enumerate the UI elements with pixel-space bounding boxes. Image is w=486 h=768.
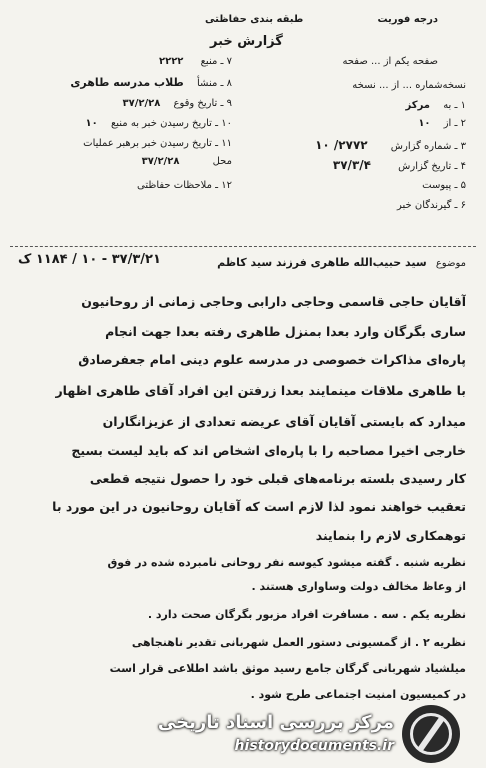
field-recipients: ۶ ـ گیرندگان خبر <box>396 200 466 211</box>
field-report-date: ۴ ـ تاریخ گزارش ۳۷/۳/۴ <box>332 158 466 172</box>
copy-number-label: نسخه‌شماره ... از ... نسخه <box>352 80 466 91</box>
classification-label: طبقه بندی حفاظتی <box>205 14 304 25</box>
field-location: محل ۳۷/۲/۲۸ <box>141 156 232 167</box>
archive-logo-icon <box>402 705 460 763</box>
body-line-5: میدارد که بایستی آقایان آقای عریضه تعدادی از عزیزانگاران <box>102 414 466 429</box>
field-event-date: ۹ ـ تاریخ وقوع ۳۷/۲/۲۸ <box>122 98 232 109</box>
subject-text: سید حبیب‌الله طاهری فرزند سید کاظم <box>217 256 427 269</box>
subject-row <box>217 256 466 269</box>
priority-label: درجه فوریت <box>377 14 438 25</box>
document-title: گزارش خبر <box>210 34 283 49</box>
opinion-line-5: میلشیاد شهربانی گرگان جامع رسید موثق باشد اطلاعی قرار است <box>109 662 466 675</box>
opinion-line-4: نظریه ۲ . از گمسیونی دستور العمل شهربانی تقدیر ناهنجاهی <box>131 636 466 649</box>
field-security-notes: ۱۲ ـ ملاحظات حفاظتی <box>137 180 232 191</box>
subject-label: موضوع <box>435 258 466 269</box>
page-number-label: صفحه یکم از ... صفحه <box>342 56 438 67</box>
watermark-url[interactable]: historydocuments.ir <box>234 738 394 754</box>
field-news-to-leader-date: ۱۱ ـ تاریخ رسیدن خبر برهبر عملیات <box>83 138 232 149</box>
opinion-line-2: از وعاظ مخالف دولت وساواری هستند . <box>251 580 466 593</box>
field-news-to-source-date: ۱۰ ـ تاریخ رسیدن خبر به منبع ۱۰ <box>85 118 232 129</box>
field-origin: ۸ ـ منشأ طلاب مدرسه طاهری <box>70 76 232 89</box>
body-line-7: کار رسیدی بلسته برنامه‌های قبلی خود را حصول نتیجه قطعی <box>89 471 466 486</box>
opinion-line-6: در کمیسیون امنیت اجتماعی طرح شود . <box>250 688 466 701</box>
body-line-9: توهمکاری لازم را بنمایند <box>315 528 466 543</box>
body-line-4: با طاهری ملاقات مینمایند بعدا زرفتن این افراد آقای طاهری اظهار <box>55 383 466 398</box>
body-line-1: آقایان حاجی قاسمی وحاجی دارابی وحاجی زمانی از روحانیون <box>81 294 466 309</box>
subject-reference: ۳۷/۳/۲۱ - ۱۰ / ۱۱۸۴ ک <box>18 252 161 267</box>
field-report-number: ۳ ـ شماره گزارش ۲۷۷۲/ ۱۰ <box>315 138 466 152</box>
field-to: ۱ ـ به مرکز <box>405 100 466 111</box>
body-line-3: پاره‌ای مذاکرات خصوصی در مدرسه علوم دینی امام جعفرصادق <box>78 352 466 367</box>
opinion-line-1: نظریه شنبه . گفته میشود کیوسه نفر روحانی نامبرده شده در فوق <box>107 556 466 569</box>
field-attachment: ۵ ـ پیوست <box>422 180 466 191</box>
field-from: ۲ ـ از ۱۰ <box>418 118 466 129</box>
body-line-2: ساری بگرگان وارد بعدا بمنزل طاهری رفته بعدا جهت انجام <box>105 324 466 339</box>
divider-line <box>10 246 476 247</box>
body-line-8: تعقیب خواهند نمود لذا لازم است که آقایان روحانیون در این مورد با <box>52 499 466 514</box>
field-source: ۷ ـ منبع ۲۲۲۲ <box>159 56 232 67</box>
opinion-line-3: نظریه یکم . سه . مسافرت افراد مزبور بگرگان صحت دارد . <box>147 608 466 621</box>
watermark-title: مرکز بررسی اسناد تاریخی <box>157 712 394 733</box>
body-line-6: خارجی اخیرا مصاحبه را با پاره‌ای اشخاص اند که باید لیست بسیج <box>71 443 466 458</box>
